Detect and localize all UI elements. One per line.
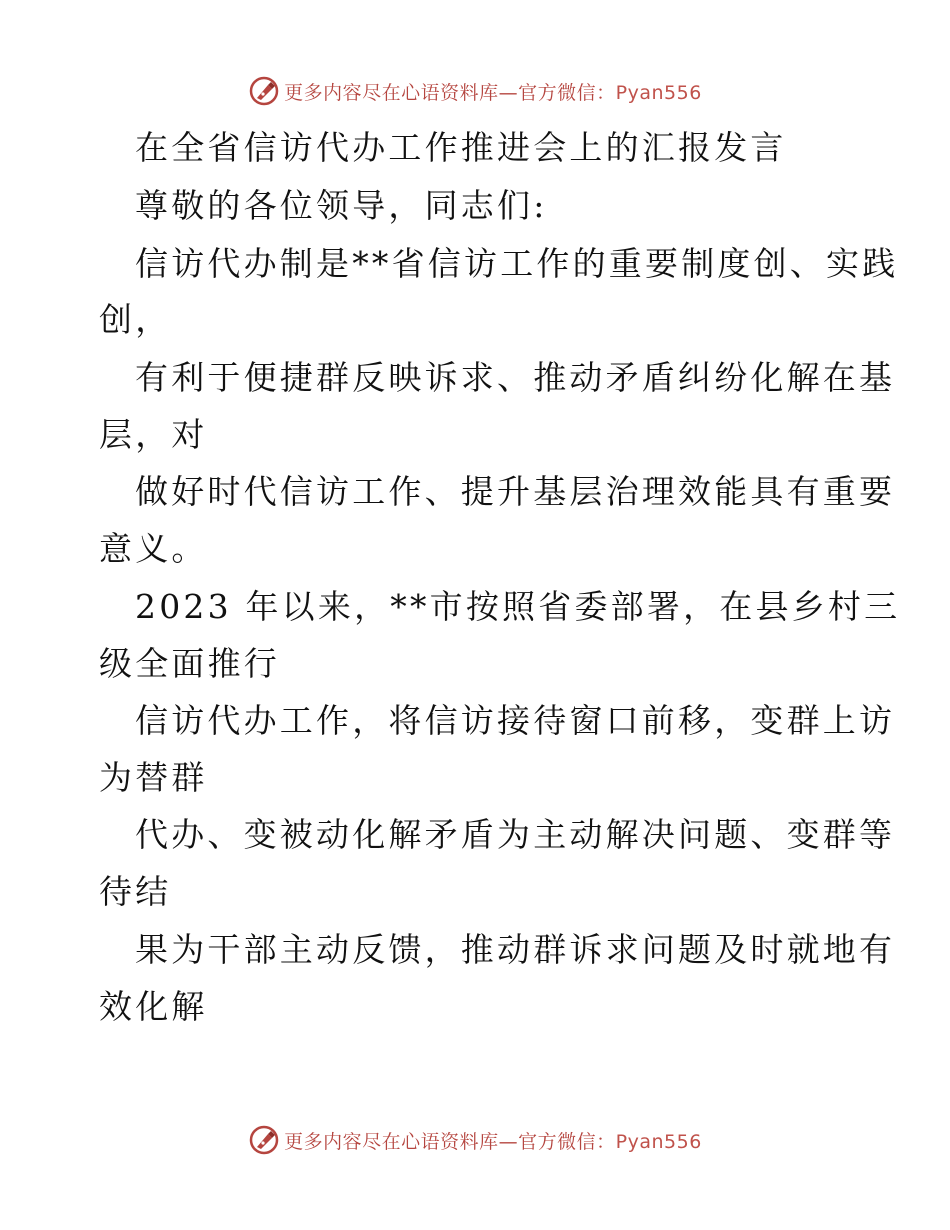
paragraph-line: 信访代办制是**省信访工作的重要制度创、实践 [135,244,899,283]
paragraph-line: 级全面推行 [99,644,280,683]
paragraph-line: 信访代办工作，将信访接待窗口前移，变群上访 [135,701,896,740]
document-title: 在全省信访代办工作推进会上的汇报发言 [135,128,787,167]
paragraph-line: 意义。 [99,529,208,568]
paragraph-line: 做好时代信访工作、提升基层治理效能具有重要 [135,472,896,511]
pen-nib-logo-icon [248,75,280,107]
paragraph-line: 效化解 [99,987,208,1026]
paragraph-line: 代办、变被动化解矛盾为主动解决问题、变群等 [135,815,896,854]
header-watermark [0,71,950,111]
paragraph-line: 待结 [99,872,172,911]
paragraph-line: 2023 年以来，**市按照省委部署，在县乡村三 [135,587,901,626]
watermark-text: 更多内容尽在心语资料库—官方微信：Pyan556 [284,1130,702,1153]
paragraph-line: 创， [99,300,172,339]
paragraph-line: 为替群 [99,758,208,797]
footer-watermark [0,1120,950,1160]
paragraph-line: 层，对 [99,415,208,454]
paragraph-line: 果为干部主动反馈，推动群诉求问题及时就地有 [135,930,896,969]
salutation: 尊敬的各位领导，同志们: [135,186,548,225]
paragraph-line: 有利于便捷群反映诉求、推动矛盾纠纷化解在基 [135,358,896,397]
watermark-text: 更多内容尽在心语资料库—官方微信：Pyan556 [284,81,702,104]
pen-nib-logo-icon [248,1124,280,1156]
